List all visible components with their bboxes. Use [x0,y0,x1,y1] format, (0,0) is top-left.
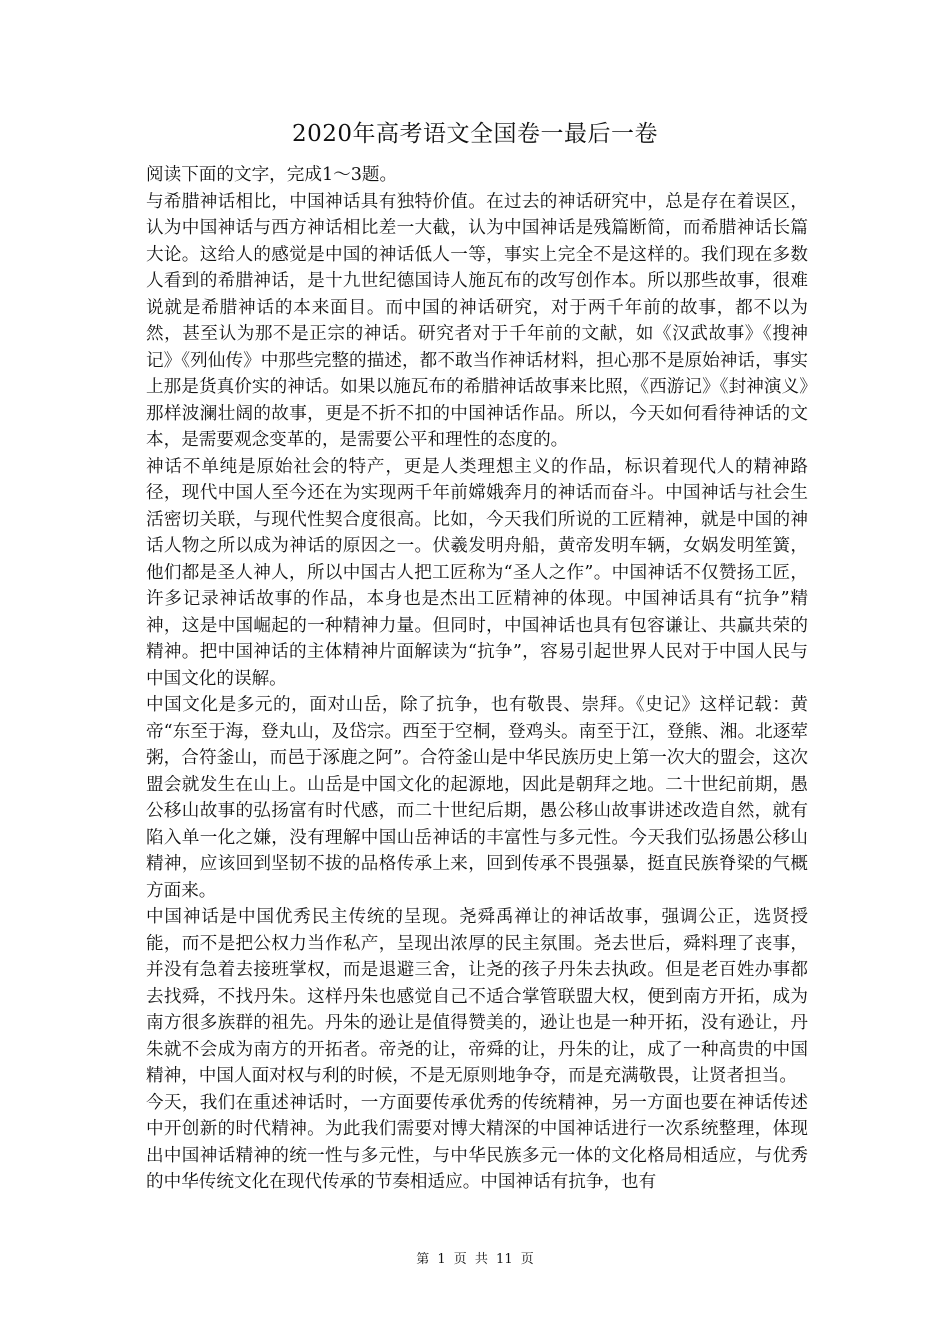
paragraph: 中国神话是中国优秀民主传统的呈现。尧舜禹禅让的神话故事，强调公正，选贤授能，而不是把公权力当作私产，呈现出浓厚的民主氛围。尧去世后，舜料理了丧事，并没有急着去接班掌权，而是退避三舍，让尧的孩子丹朱去执政。但是老百姓办事都去找舜，不找丹朱。这样丹朱也感觉自己不适合掌管联盟大权，便到南方开拓，成为南方很多族群的祖先。丹朱的逊让是值得赞美的，逊让也是一种开拓，没有逊让，丹朱就不会成为南方的开拓者。帝尧的让，帝舜的让，丹朱的让，成了一种高贵的中国精神，中国人面对权与利的时候，不是无原则地争夺，而是充满敬畏，让贤者担当。 [146,907,808,1086]
paragraph: 与希腊神话相比，中国神话具有独特价值。在过去的神话研究中，总是存在着误区，认为中国神话与西方神话相比差一大截，认为中国神话是残篇断简，而希腊神话长篇大论。这给人的感觉是中国的神话低人一等，事实上完全不是这样的。我们现在多数人看到的希腊神话，是十九世纪德国诗人施瓦布的改写创作本。所以那些故事，很难说就是希腊神话的本来面目。而中国的神话研究，对于两千年前的故事，都不以为然，甚至认为那不是正宗的神话。研究者对于千年前的文献，如《汉武故事》《搜神记》《列仙传》中那些完整的描述，都不敢当作神话材料，担心那不是原始神话，事实上那是货真价实的神话。如果以施瓦布的希腊神话故事来比照，《西游记》《封神演义》那样波澜壮阔的故事，更是不折不扣的中国神话作品。所以，今天如何看待神话的文本，是需要观念变革的，是需要公平和理性的态度的。 [146,191,808,450]
document-body [146,162,808,1196]
paragraph: 今天，我们在重述神话时，一方面要传承优秀的传统精神，另一方面也要在神话传述中开创新的时代精神。为此我们需要对博大精深的中国神话进行一次系统整理，体现出中国神话精神的统一性与多元性，与中华民族多元一体的文化格局相适应，与优秀的中华传统文化在现代传承的节奏相适应。中国神话有抗争，也有 [146,1092,808,1192]
reading-instruction: 阅读下面的文字，完成1～3题。 [146,165,398,185]
page-footer [0,1251,950,1269]
document-title: 2020年高考语文全国卷一最后一卷 [291,121,659,147]
paragraph: 神话不单纯是原始社会的特产，更是人类理想主义的作品，标识着现代人的精神路径，现代中国人至今还在为实现两千年前嫦娥奔月的神话而奋斗。中国神话与社会生活密切关联，与现代性契合度很高。比如，今天我们所说的工匠精神，就是中国的神话人物之所以成为神话的原因之一。伏羲发明舟船，黄帝发明车辆，女娲发明笙簧，他们都是圣人神人，所以中国古人把工匠称为“圣人之作”。中国神话不仅赞扬工匠，许多记录神话故事的作品，本身也是杰出工匠精神的体现。中国神话具有“抗争”精神，这是中国崛起的一种精神力量。但同时，中国神话也具有包容谦让、共赢共荣的精神。把中国神话的主体精神片面解读为“抗争”，容易引起世界人民对于中国人民与中国文化的误解。 [146,456,808,689]
paragraph: 中国文化是多元的，面对山岳，除了抗争，也有敬畏、崇拜。《史记》这样记载：黄帝“东至于海，登丸山，及岱宗。西至于空桐，登鸡头。南至于江，登熊、湘。北逐荤粥，合符釜山，而邑于涿鹿之阿”。合符釜山是中华民族历史上第一次大的盟会，这次盟会就发生在山上。山岳是中国文化的起源地，因此是朝拜之地。二十世纪前期，愚公移山故事的弘扬富有时代感，而二十世纪后期，愚公移山故事讲述改造自然，就有陷入单一化之嫌，没有理解中国山岳神话的丰富性与多元性。今天我们弘扬愚公移山精神，应该回到坚韧不拔的品格传承上来，回到传承不畏强暴，挺直民族脊梁的气概方面来。 [146,695,808,901]
page-number-indicator: 第 1 页 共 11 页 [416,1252,534,1267]
